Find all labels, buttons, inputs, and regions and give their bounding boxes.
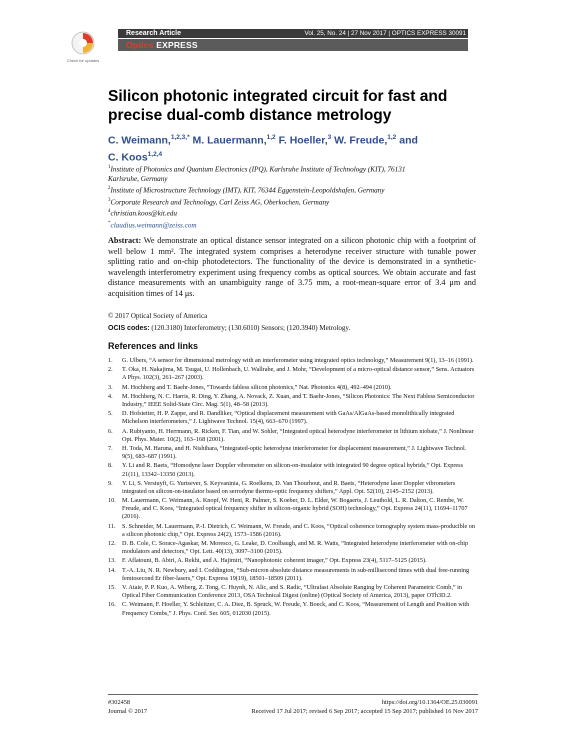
reference-number: 3. [108,383,113,391]
reference-number: 13. [108,557,116,565]
reference-number: 12. [108,540,116,548]
author-list: C. Weimann,$^{1,2,3,*}$ M. Lauermann,$^{1,2}$ F. Hoeller,$^3$ W. Freude,$^{1,2}$ and C. Koos$^{1,2,4}$ [108,134,418,163]
reference-item [108,540,478,556]
article-type-label: Research Article [126,30,181,37]
reference-number: 10. [108,497,116,505]
reference-item [108,357,478,365]
reference-number: 1. [108,357,113,364]
reference-item [108,480,478,496]
issue-meta: Vol. 25, No. 24 | 27 Nov 2017 | OPTICS EXPRESS 30091 [304,30,466,37]
reference-item [108,384,478,392]
references-heading: References and links [108,341,199,351]
reference-text: D. B. Cole, C. Sorace-Agaskar, M. Moresco, G. Leake, D. Coolbaugh, and M. R. Watts, “Integrated heterodyne interferometer with on-chip modulators and detectors,” Opt. Lett. 40(13), 3097–3100 (2015). [122,540,469,556]
journal-name: Optics EXPRESS [126,40,198,50]
reference-number: 7. [108,445,113,453]
reference-text: M. Hochberg, N. C. Harris, R. Ding, Y. Zhang, A. Novack, Z. Xuan, and T. Baehr-Jones, “Silicon Photonics: The Next Fabless Semiconductor Industry,” IEEE Solid-State Circ. Mag. 5(1), 48–58 (2013). [122,392,475,409]
reference-item [108,410,478,426]
reference-text: H. Toda, M. Haruna, and H. Nishihara, “Integrated-optic heterodyne interferometer for displacement measurement,” J. Lightwave Technol. 9(5), 683–687 (1991). [122,445,467,461]
doi-link[interactable]: https://doi.org/10.1364/OE.25.030091 [381,699,478,706]
reference-item [108,393,478,409]
reference-text: Y. Li, S. Verstuyft, G. Yurtsever, S. Keyvaninia, G. Roelkens, D. Van Thourhout, and R. Baets, “Heterodyne laser Doppler vibrometers integrated on silicon-on-insulator based on serrodyne thermo-optic frequency shifters,” Appl. Opt. 52(10), 2145–2152 (2013). [122,479,456,495]
reference-number: 2. [108,366,113,374]
reference-text: S. Schneider, M. Lauermann, P.-I. Dietrich, C. Weimann, W. Freude, and C. Koos, “Optical coherence tomography system mass-producible on a silicon photonic chip,” Opt. Express 24(2), 1573–1586 (2016). [122,522,475,538]
reference-item [108,523,478,539]
reference-number: 9. [108,479,113,487]
manuscript-id: #302458 [108,699,131,706]
reference-item [108,601,478,617]
reference-number: 15. [108,584,116,592]
affiliation-item: Karlsruhe, Germany [108,175,168,184]
journal-copyright: Journal © 2017 [108,708,148,715]
reference-text: M. Lauermann, C. Weimann, A. Knopf, W. Heni, R. Palmer, S. Koeber, D. L. Elder, W. Bogaerts, J. Leuthold, L. R. Dalton, C. Rembe, W. Freude, and C. Koos, “Integrated optical frequency shifter in silicon-organic hybrid (SOH) technology,” Opt. Express 24(11), 11694–11707 (2016). [122,497,468,521]
reference-text: D. Hofstetter, H. P. Zappe, and R. Dandliker, “Optical displacement measurement with GaAs/AlGaAs-based monolithically integrated Michelson interferometers,” J. Lightwave Technol. 15(4), 663–670 (1997). [122,410,455,426]
affiliations [108,163,478,230]
reference-text: F. Aflatouni, B. Abiri, A. Rekhi, and A. Hajimiri, “Nanophotonic coherent imager,” Opt. Express 23(4), 5117–5125 (2015). [122,557,427,565]
reference-item [108,584,478,600]
reference-number: 8. [108,462,113,470]
reference-list [108,357,478,619]
reference-text: M. Hochberg and T. Baehr-Jones, “Towards fabless silicon photonics,” Nat. Photonics 4(8), 492–494 (2010). [122,383,392,391]
reference-number: 5. [108,410,113,418]
affiliation-email[interactable]: $^4$christian.koos@kit.edu [108,209,177,218]
reference-item [108,497,478,521]
reference-text: A. Rubiyanto, H. Herrmann, R. Ricken, F. Tian, and W. Sohler, “Integrated optical heterodyne interferometer in lithium niobate,” J. Nonlinear Opt. Phys. Mater. 10(2), 163–168 (2001). [122,427,474,443]
abstract: Abstract: We demonstrate an optical distance sensor integrated on a silicon photonic chip with a footprint of well below 1 mm². The integrated system comprises a heterodyne receiver structure with tunable power splitting ratio and on-chip photodetectors. The functionality of the device is demonstrated in a synthetic-wavelength interferometry experiment using frequency combs as optical sources. We obtain accurate and fast distance measurements with an unambiguity range of 3.75 mm, a root-mean-square error of 3.4 μm and acquisition times of 14 μs. [108,236,476,298]
reference-number: 4. [108,392,113,400]
reference-number: 16. [108,601,116,609]
affiliation-item: $^2$Institute of Microstructure Technology (IMT), KIT, 76344 Eggenstein-Leopoldshafen, Germany [108,186,385,195]
paper-title: Silicon photonic integrated circuit for fast and precise dual-comb distance metrology [108,88,448,124]
reference-text: C. Weimann, F. Hoeller, Y. Schleitzer, C. A. Diez, B. Spruck, W. Freude, Y. Boeck, and C. Koos, “Measurement of Length and Position with Frequency Combs,” J. Phys. Conf. Ser. 605, 012030 (2015). [122,601,470,617]
reference-item [108,445,478,461]
affiliation-item: $^1$Institute of Photonics and Quantum Electronics (IPQ), Karlsruhe Institute of Technology (KIT), 76131 [108,165,406,174]
reference-number: 14. [108,566,116,574]
publication-dates: Received 17 Jul 2017; revised 6 Sep 2017; accepted 15 Sep 2017; published 16 Nov 2017 [251,708,478,715]
reference-text: Y. Li and R. Baets, “Homodyne laser Doppler vibrometer on silicon-on-insulator with integrated 90 degree optical hybrids,” Opt. Express 21(11), 13342–13350 (2013). [122,462,463,478]
reference-item [108,557,478,565]
reference-item [108,462,478,478]
reference-text: G. Ulbers, “A sensor for dimensional metrology with an interferometer using integrated optics technology,” Measurement 9(1), 13–16 (1991). [122,357,474,364]
ocis-codes: OCIS codes: (120.3180) Interferometry; (130.6010) Sensors; (120.3940) Metrology. [108,324,351,332]
reference-text: T.-A. Liu, N. R. Newbury, and I. Coddington, “Sub-micron absolute distance measurements in sub-millisecond times with dual free-running femtosecond Er fiber-lasers,” Opt. Express 19(19), 18501–18509 (2011). [122,566,470,582]
check-for-updates-label: Check for updates [66,58,100,63]
reference-text: T. Oka, H. Nakajima, M. Tsugai, U. Hollenbach, U. Wallrabe, and J. Mohr, “Development of a micro-optical distance sensor,” Sens. Actuators A Phys. 102(3), 261–267 (2003). [122,366,475,382]
affiliation-email[interactable]: *claudius.weimann@zeiss.com [108,220,197,229]
check-for-updates-icon[interactable] [66,28,100,62]
footer-divider [108,694,478,695]
reference-item [108,428,478,444]
reference-number: 11. [108,522,116,530]
reference-number: 6. [108,427,113,435]
reference-item [108,366,478,382]
affiliation-item: $^3$Corporate Research and Technology, Carl Zeiss AG, Oberkochen, Germany [108,197,330,207]
reference-text: V. Ataie, P. P. Kuo, A. Wiberg, Z. Tong, C. Huynh, N. Alic, and S. Radic, “Ultrafast Absolute Ranging by Coherent Parametric Comb,” in Optical Fiber Communication Conference 2013, OSA Technical Digest (online) (Optical Society of America, 2013), paper OTh3D.2. [122,584,462,600]
copyright-notice: © 2017 Optical Society of America [108,312,208,320]
reference-item [108,567,478,583]
